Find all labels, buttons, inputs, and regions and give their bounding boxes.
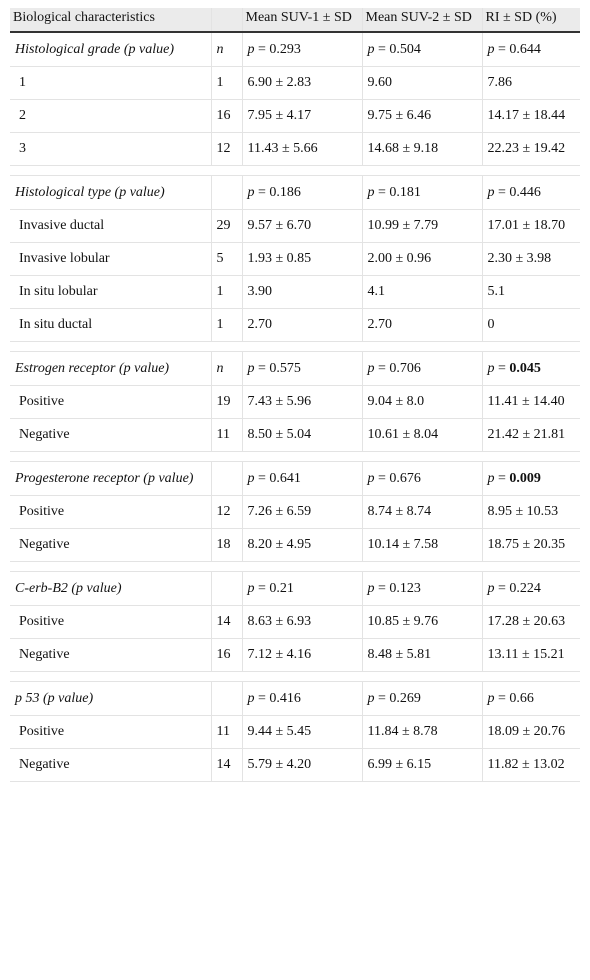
p-value-text: = 0.269 xyxy=(378,691,421,706)
row-name: Positive xyxy=(10,606,211,639)
row-name: Negative xyxy=(10,639,211,672)
p-value-text: = xyxy=(498,471,510,486)
p-symbol: p xyxy=(487,361,495,376)
section-header-row xyxy=(10,682,580,716)
spacer-cell xyxy=(10,342,580,352)
table-row xyxy=(10,529,580,562)
p-value-text: = 0.123 xyxy=(378,581,421,596)
ri-p-value xyxy=(482,176,580,210)
ri-p-value xyxy=(482,352,580,386)
row-n: 12 xyxy=(211,496,242,529)
section-label: C-erb-B2 (p value) xyxy=(10,572,211,606)
row-name: In situ lobular xyxy=(10,276,211,309)
row-ri: 5.1 xyxy=(482,276,580,309)
table-row xyxy=(10,309,580,342)
row-ri: 17.28 ± 20.63 xyxy=(482,606,580,639)
section-header-row xyxy=(10,176,580,210)
table-row xyxy=(10,210,580,243)
table-row xyxy=(10,749,580,782)
section-spacer xyxy=(10,672,580,682)
row-ri: 11.82 ± 13.02 xyxy=(482,749,580,782)
row-suv1: 2.70 xyxy=(242,309,362,342)
row-ri: 13.11 ± 15.21 xyxy=(482,639,580,672)
section-label: Progesterone receptor (p value) xyxy=(10,462,211,496)
p-value-text: = 0.66 xyxy=(498,691,534,706)
row-suv1: 8.20 ± 4.95 xyxy=(242,529,362,562)
table-row xyxy=(10,67,580,100)
table-header-row xyxy=(10,8,580,32)
p-symbol: p xyxy=(247,691,255,706)
suv1-p-value xyxy=(242,462,362,496)
p-symbol: p xyxy=(367,185,375,200)
section-n-label: n xyxy=(211,352,242,386)
p-value-text: = 0.186 xyxy=(258,185,301,200)
row-name: Negative xyxy=(10,749,211,782)
row-suv2: 6.99 ± 6.15 xyxy=(362,749,482,782)
row-suv2: 8.48 ± 5.81 xyxy=(362,639,482,672)
row-n: 11 xyxy=(211,716,242,749)
row-suv2: 10.99 ± 7.79 xyxy=(362,210,482,243)
suv2-p-value xyxy=(362,462,482,496)
suv2-p-value xyxy=(362,682,482,716)
p-symbol: p xyxy=(247,471,255,486)
table-row xyxy=(10,133,580,166)
row-ri: 14.17 ± 18.44 xyxy=(482,100,580,133)
p-value-significant: 0.045 xyxy=(509,361,541,376)
header-n xyxy=(211,8,242,32)
section-label: p 53 (p value) xyxy=(10,682,211,716)
row-suv2: 2.00 ± 0.96 xyxy=(362,243,482,276)
p-symbol: p xyxy=(487,691,495,706)
suv2-p-value xyxy=(362,176,482,210)
row-name: Invasive ductal xyxy=(10,210,211,243)
section-n-label xyxy=(211,462,242,496)
header-characteristics: Biological characteristics xyxy=(10,8,211,32)
row-suv2: 10.61 ± 8.04 xyxy=(362,419,482,452)
table-row xyxy=(10,639,580,672)
biological-characteristics-table xyxy=(10,8,580,782)
row-n: 14 xyxy=(211,606,242,639)
section-n-label xyxy=(211,682,242,716)
p-symbol: p xyxy=(367,361,375,376)
table-row xyxy=(10,419,580,452)
p-value-text: = 0.706 xyxy=(378,361,421,376)
suv2-p-value xyxy=(362,32,482,67)
row-ri: 0 xyxy=(482,309,580,342)
p-symbol: p xyxy=(367,581,375,596)
row-ri: 18.09 ± 20.76 xyxy=(482,716,580,749)
row-suv1: 3.90 xyxy=(242,276,362,309)
section-header-row xyxy=(10,462,580,496)
row-ri: 11.41 ± 14.40 xyxy=(482,386,580,419)
section-n-label xyxy=(211,176,242,210)
p-value-text: = 0.575 xyxy=(258,361,301,376)
p-value-text: = 0.446 xyxy=(498,185,541,200)
table-row xyxy=(10,496,580,529)
row-n: 16 xyxy=(211,639,242,672)
p-value-text: = 0.644 xyxy=(498,42,541,57)
section-spacer xyxy=(10,166,580,176)
row-suv2: 9.60 xyxy=(362,67,482,100)
p-value-text: = 0.224 xyxy=(498,581,541,596)
row-name: Positive xyxy=(10,496,211,529)
suv1-p-value xyxy=(242,682,362,716)
ri-p-value xyxy=(482,462,580,496)
section-header-row xyxy=(10,32,580,67)
row-suv2: 10.85 ± 9.76 xyxy=(362,606,482,639)
p-value-text: = 0.181 xyxy=(378,185,421,200)
row-ri: 21.42 ± 21.81 xyxy=(482,419,580,452)
row-suv2: 2.70 xyxy=(362,309,482,342)
header-mean-suv1: Mean SUV-1 ± SD xyxy=(242,8,362,32)
row-name: 3 xyxy=(10,133,211,166)
ri-p-value xyxy=(482,32,580,67)
table-row xyxy=(10,716,580,749)
row-suv1: 9.44 ± 5.45 xyxy=(242,716,362,749)
section-header-row xyxy=(10,352,580,386)
p-symbol: p xyxy=(487,581,495,596)
p-value-text: = 0.504 xyxy=(378,42,421,57)
row-ri: 8.95 ± 10.53 xyxy=(482,496,580,529)
section-spacer xyxy=(10,562,580,572)
p-symbol: p xyxy=(247,42,255,57)
row-n: 12 xyxy=(211,133,242,166)
suv1-p-value xyxy=(242,352,362,386)
table-body xyxy=(10,32,580,782)
row-n: 16 xyxy=(211,100,242,133)
header-ri: RI ± SD (%) xyxy=(482,8,580,32)
row-suv1: 9.57 ± 6.70 xyxy=(242,210,362,243)
table-row xyxy=(10,386,580,419)
ri-p-value xyxy=(482,682,580,716)
row-name: 2 xyxy=(10,100,211,133)
row-n: 1 xyxy=(211,67,242,100)
row-suv1: 11.43 ± 5.66 xyxy=(242,133,362,166)
row-suv1: 7.26 ± 6.59 xyxy=(242,496,362,529)
p-symbol: p xyxy=(487,185,495,200)
p-symbol: p xyxy=(487,42,495,57)
section-label: Estrogen receptor (p value) xyxy=(10,352,211,386)
spacer-cell xyxy=(10,452,580,462)
row-suv1: 8.63 ± 6.93 xyxy=(242,606,362,639)
suv1-p-value xyxy=(242,572,362,606)
row-suv2: 14.68 ± 9.18 xyxy=(362,133,482,166)
row-suv2: 11.84 ± 8.78 xyxy=(362,716,482,749)
row-suv2: 10.14 ± 7.58 xyxy=(362,529,482,562)
row-name: In situ ductal xyxy=(10,309,211,342)
row-n: 19 xyxy=(211,386,242,419)
p-symbol: p xyxy=(367,691,375,706)
row-suv1: 5.79 ± 4.20 xyxy=(242,749,362,782)
p-symbol: p xyxy=(247,581,255,596)
row-name: Negative xyxy=(10,529,211,562)
p-value-text: = 0.416 xyxy=(258,691,301,706)
row-suv1: 1.93 ± 0.85 xyxy=(242,243,362,276)
p-value-text: = 0.293 xyxy=(258,42,301,57)
row-suv1: 6.90 ± 2.83 xyxy=(242,67,362,100)
p-symbol: p xyxy=(247,361,255,376)
section-label: Histological grade (p value) xyxy=(10,32,211,67)
row-n: 1 xyxy=(211,309,242,342)
p-symbol: p xyxy=(367,471,375,486)
row-name: Positive xyxy=(10,716,211,749)
suv2-p-value xyxy=(362,572,482,606)
row-n: 5 xyxy=(211,243,242,276)
section-spacer xyxy=(10,342,580,352)
row-suv1: 8.50 ± 5.04 xyxy=(242,419,362,452)
row-n: 14 xyxy=(211,749,242,782)
table-row xyxy=(10,100,580,133)
row-suv2: 9.04 ± 8.0 xyxy=(362,386,482,419)
table-row xyxy=(10,606,580,639)
row-n: 1 xyxy=(211,276,242,309)
row-suv1: 7.12 ± 4.16 xyxy=(242,639,362,672)
row-name: Positive xyxy=(10,386,211,419)
row-ri: 17.01 ± 18.70 xyxy=(482,210,580,243)
suv2-p-value xyxy=(362,352,482,386)
header-mean-suv2: Mean SUV-2 ± SD xyxy=(362,8,482,32)
p-value-significant: 0.009 xyxy=(509,471,541,486)
spacer-cell xyxy=(10,672,580,682)
row-name: 1 xyxy=(10,67,211,100)
p-value-text: = 0.676 xyxy=(378,471,421,486)
spacer-cell xyxy=(10,166,580,176)
ri-p-value xyxy=(482,572,580,606)
section-n-label: n xyxy=(211,32,242,67)
section-label: Histological type (p value) xyxy=(10,176,211,210)
p-value-text: = 0.21 xyxy=(258,581,294,596)
suv1-p-value xyxy=(242,176,362,210)
row-name: Invasive lobular xyxy=(10,243,211,276)
p-value-text: = 0.641 xyxy=(258,471,301,486)
p-symbol: p xyxy=(367,42,375,57)
row-n: 11 xyxy=(211,419,242,452)
row-n: 18 xyxy=(211,529,242,562)
row-ri: 2.30 ± 3.98 xyxy=(482,243,580,276)
section-spacer xyxy=(10,452,580,462)
row-suv1: 7.95 ± 4.17 xyxy=(242,100,362,133)
row-suv2: 4.1 xyxy=(362,276,482,309)
row-name: Negative xyxy=(10,419,211,452)
row-n: 29 xyxy=(211,210,242,243)
row-suv2: 9.75 ± 6.46 xyxy=(362,100,482,133)
section-header-row xyxy=(10,572,580,606)
table-row xyxy=(10,276,580,309)
row-suv1: 7.43 ± 5.96 xyxy=(242,386,362,419)
row-ri: 22.23 ± 19.42 xyxy=(482,133,580,166)
p-symbol: p xyxy=(487,471,495,486)
spacer-cell xyxy=(10,562,580,572)
row-suv2: 8.74 ± 8.74 xyxy=(362,496,482,529)
suv1-p-value xyxy=(242,32,362,67)
row-ri: 18.75 ± 20.35 xyxy=(482,529,580,562)
section-n-label xyxy=(211,572,242,606)
row-ri: 7.86 xyxy=(482,67,580,100)
p-symbol: p xyxy=(247,185,255,200)
p-value-text: = xyxy=(498,361,510,376)
table-row xyxy=(10,243,580,276)
